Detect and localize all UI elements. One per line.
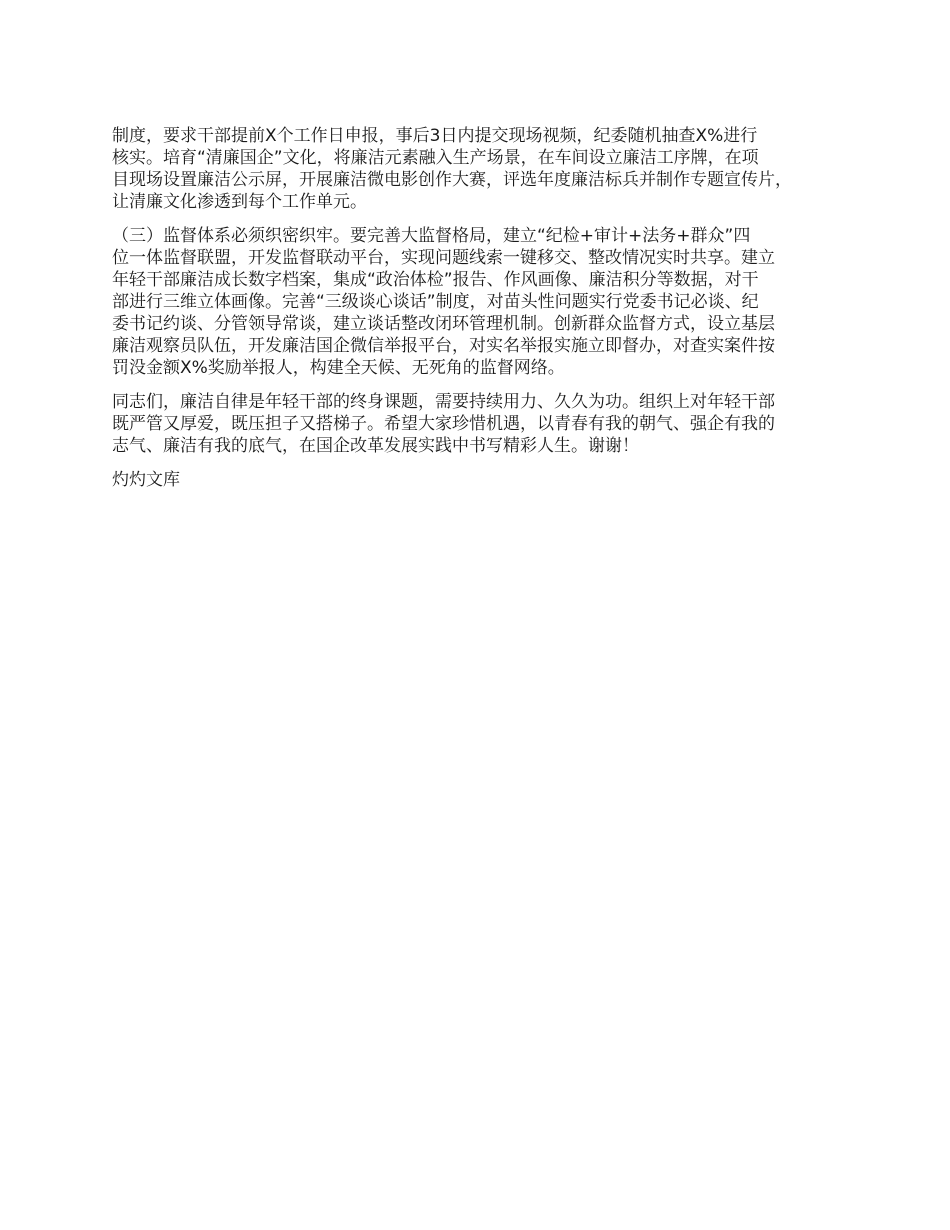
document-body — [112, 125, 852, 491]
paragraph-closing — [112, 391, 852, 457]
text-line: 部进行三维立体画像。完善“三级谈心谈话”制度，对苗头性问题实行党委书记必谈、纪 — [112, 292, 759, 312]
text-line: 志气、廉洁有我的底气，在国企改革发展实践中书写精彩人生。谢谢！ — [112, 436, 639, 456]
text-line: 委书记约谈、分管领导常谈，建立谈话整改闭环管理机制。创新群众监督方式，设立基层 — [112, 314, 775, 334]
text-line: 位一体监督联盟，开发监督联动平台，实现问题线索一键移交、整改情况实时共享。建立 — [112, 248, 775, 268]
text-line: 目现场设置廉洁公示屏，开展廉洁微电影创作大赛，评选年度廉洁标兵并制作专题宣传片， — [112, 170, 792, 190]
text-line: 核实。培育“清廉国企”文化，将廉洁元素融入生产场景，在车间设立廉洁工序牌，在项 — [112, 148, 759, 168]
text-line: 廉洁观察员队伍，开发廉洁国企微信举报平台，对实名举报实施立即督办，对查实案件按 — [112, 336, 775, 356]
text-line: 年轻干部廉洁成长数字档案，集成“政治体检”报告、作风画像、廉洁积分等数据，对干 — [112, 270, 759, 290]
text-line: 既严管又厚爱，既压担子又搭梯子。希望大家珍惜机遇，以青春有我的朝气、强企有我的 — [112, 414, 775, 434]
text-line: （三）监督体系必须织密织牢。要完善大监督格局，建立“纪检+审计+法务+群众”四 — [112, 226, 751, 246]
text-line: 让清廉文化渗透到每个工作单元。 — [112, 192, 367, 212]
text-line: 罚没金额X%奖励举报人，构建全天候、无死角的监督网络。 — [112, 358, 565, 378]
paragraph-supervision — [112, 225, 852, 379]
paragraph-culture — [112, 125, 852, 213]
text-line: 制度，要求干部提前X个工作日申报，事后3日内提交现场视频，纪委随机抽查X%进行 — [112, 126, 758, 146]
text-line: 同志们，廉洁自律是年轻干部的终身课题，需要持续用力、久久为功。组织上对年轻干部 — [112, 392, 775, 412]
source-label: 灼灼文库 — [112, 470, 180, 490]
